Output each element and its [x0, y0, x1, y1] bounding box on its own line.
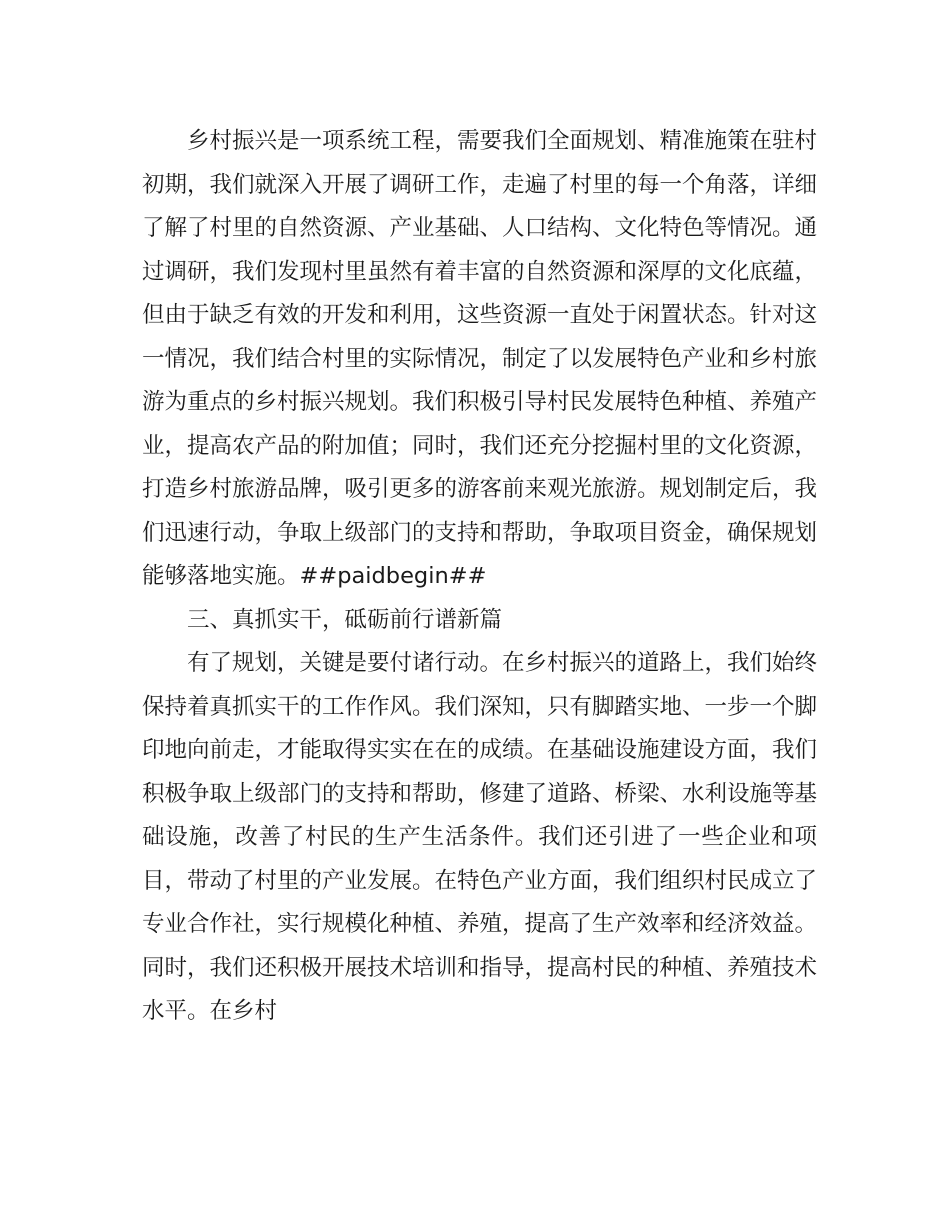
- section-heading: 三、真抓实干，砥砺前行谱新篇: [187, 606, 503, 633]
- paragraph-planning: 乡村振兴是一项系统工程，需要我们全面规划、精准施策在驻村初期，我们就深入开展了调研工作，走遍了村里的每一个角落，详细了解了村里的自然资源、产业基础、人口结构、文化特色等情况。通过调研，我们发现村里虽然有着丰富的自然资源和深厚的文化底蕴，但由于缺乏有效的开发和利用，这些资源一直处于闲置状态。针对这一情况，我们结合村里的实际情况，制定了以发展特色产业和乡村旅游为重点的乡村振兴规划。我们积极引导村民发展特色种植、养殖产业，提高农产品的附加值；同时，我们还充分挖掘村里的文化资源，打造乡村旅游品牌，吸引更多的游客前来观光旅游。规划制定后，我们迅速行动，争取上级部门的支持和帮助，争取项目资金，确保规划能够落地实施。##paidbegin##: [142, 128, 818, 589]
- paragraph-action: 有了规划，关键是要付诸行动。在乡村振兴的道路上，我们始终保持着真抓实干的工作作风。我们深知，只有脚踏实地、一步一个脚印地向前走，才能取得实实在在的成绩。在基础设施建设方面，我们积极争取上级部门的支持和帮助，修建了道路、桥梁、水利设施等基础设施，改善了村民的生产生活条件。我们还引进了一些企业和项目，带动了村里的产业发展。在特色产业方面，我们组织村民成立了专业合作社，实行规模化种植、养殖，提高了生产效率和经济效益。同时，我们还积极开展技术培训和指导，提高村民的种植、养殖技术水平。在乡村: [142, 650, 818, 1024]
- document-body: [142, 120, 817, 1034]
